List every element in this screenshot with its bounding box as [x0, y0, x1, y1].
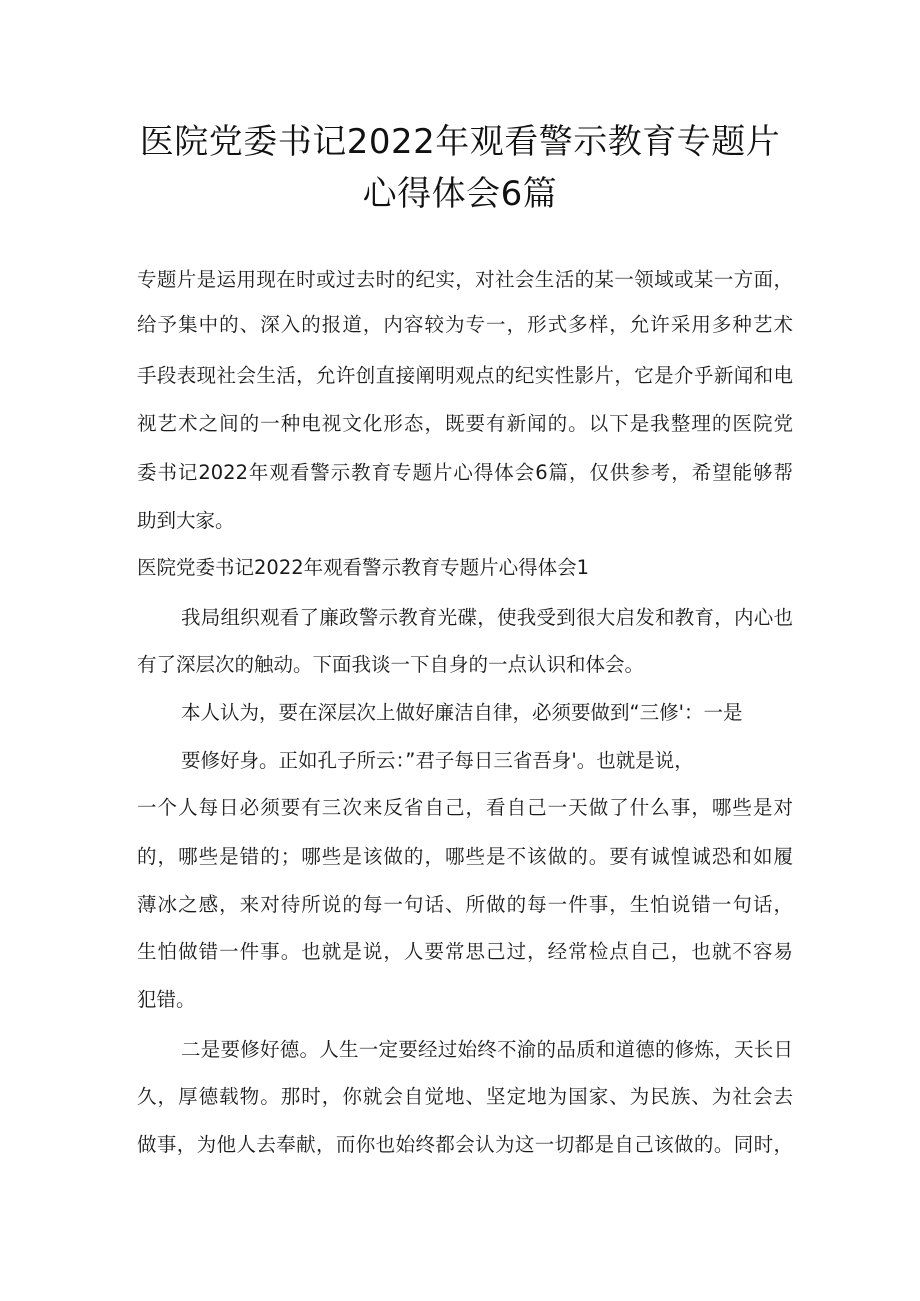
text-line: 久，厚德载物。那时，你就会自觉地、坚定地为国家、为民族、为社会去: [137, 1085, 793, 1108]
text-line: 做事，为他人去奉献，而你也始终都会认为这一切都是自己该做的。同时，: [137, 1133, 793, 1156]
document-title-line-2: 心得体会6篇: [362, 174, 558, 214]
text-line: 给予集中的、深入的报道，内容较为专一，形式多样，允许采用多种艺术: [137, 313, 793, 336]
section-heading: 医院党委书记2022年观看警示教育专题片心得体会1: [137, 556, 590, 579]
text-line: 助到大家。: [137, 509, 235, 532]
text-line: 视艺术之间的一种电视文化形态，既要有新闻的。以下是我整理的医院党: [137, 412, 793, 435]
text-line: 的，哪些是错的；哪些是该做的，哪些是不该做的。要有诚惶诚恐和如履: [137, 845, 793, 868]
text-line: 薄冰之感，来对待所说的每一句话、所做的每一件事，生怕说错一句话，: [137, 893, 793, 916]
text-line: 生怕做错一件事。也就是说，人要常思己过，经常检点自己，也就不容易: [137, 940, 793, 963]
text-line: 委书记2022年观看警示教育专题片心得体会6篇，仅供参考，希望能够帮: [137, 461, 793, 484]
text-line: 有了深层次的触动。下面我谈一下自身的一点认识和体会。: [137, 653, 645, 676]
text-line: 我局组织观看了廉政警示教育光碟，使我受到很大启发和教育，内心也: [181, 606, 793, 629]
text-line: 专题片是运用现在时或过去时的纪实，对社会生活的某一领域或某一方面，: [137, 268, 793, 291]
text-line: 一个人每日必须要有三次来反省自己，看自己一天做了什么事，哪些是对: [137, 796, 793, 819]
text-line: 二是要修好德。人生一定要经过始终不渝的品质和道德的修炼，天长日: [181, 1038, 793, 1061]
text-line: 本人认为，要在深层次上做好廉洁自律，必须要做到“三修'：一是: [181, 701, 743, 724]
document-title-line-1: 医院党委书记2022年观看警示教育专题片: [139, 122, 781, 162]
text-line: 犯错。: [137, 988, 196, 1011]
text-line: 手段表现社会生活，允许创直接阐明观点的纪实性影片，它是介乎新闻和电: [137, 364, 793, 387]
text-line: 要修好身。正如孔子所云：”君子每日三省吾身'。也就是说，: [181, 749, 694, 772]
